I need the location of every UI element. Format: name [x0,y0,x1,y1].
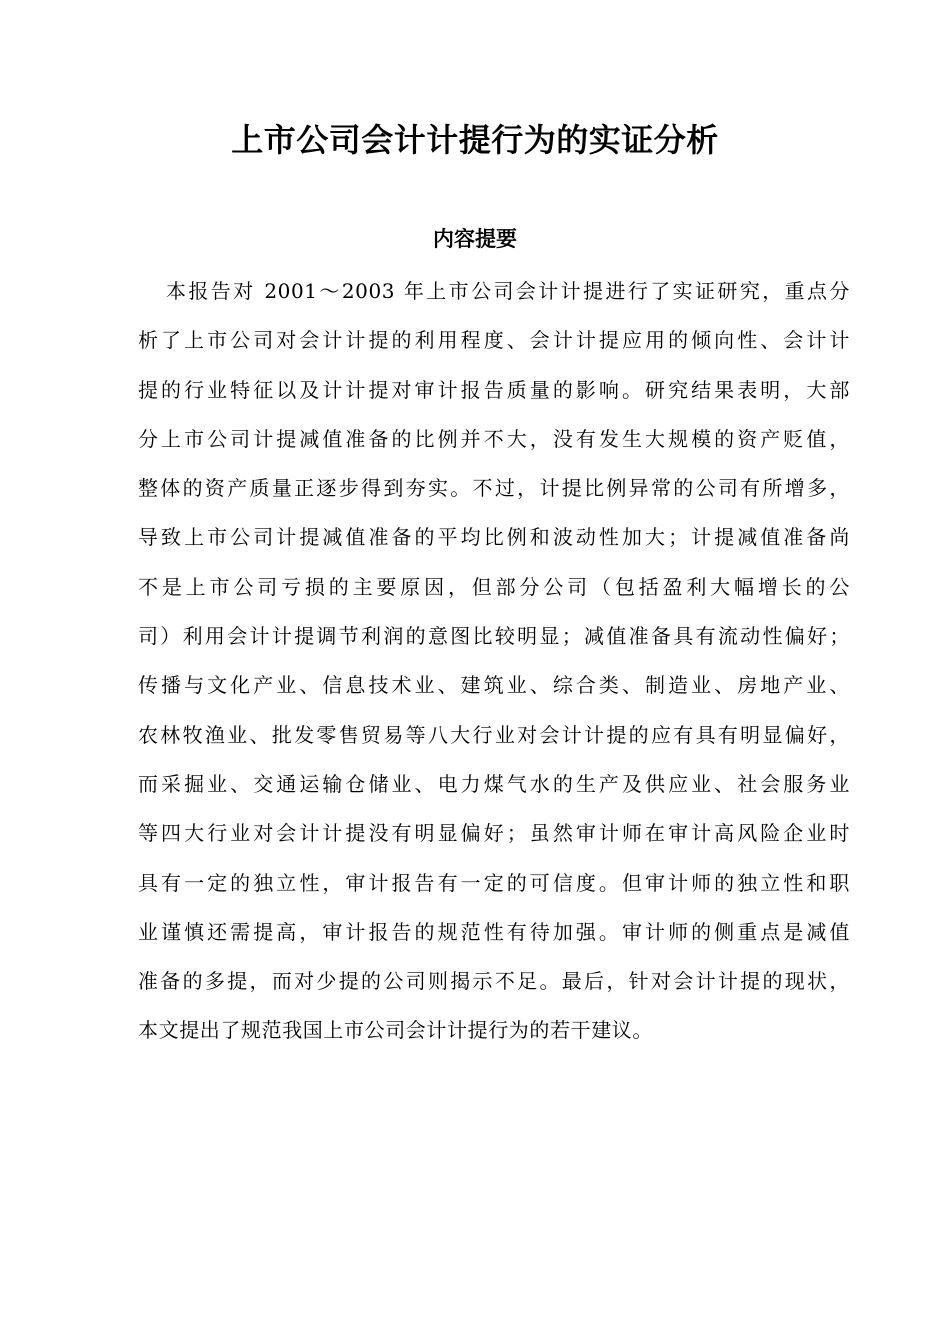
abstract-line: 导致上市公司计提减值准备的平均比例和波动性加大；计提减值准备尚 [138,525,850,550]
abstract-line: 整体的资产质量正逐步得到夯实。不过，计提比例异常的公司有所增多， [138,476,850,501]
abstract-line: 农林牧渔业、批发零售贸易等八大行业对会计计提的应有具有明显偏好， [138,722,850,747]
abstract-line: 业谨慎还需提高，审计报告的规范性有待加强。审计师的侧重点是减值 [138,919,850,944]
abstract-line: 准备的多提，而对少提的公司则揭示不足。最后，针对会计计提的现状， [138,969,850,994]
abstract-line: 析了上市公司对会计计提的利用程度、会计计提应用的倾向性、会计计 [138,328,850,353]
abstract-line: 本文提出了规范我国上市公司会计计提行为的若干建议。 [138,1018,653,1043]
abstract-line: 传播与文化产业、信息技术业、建筑业、综合类、制造业、房地产业、 [138,673,850,698]
abstract-line: 不是上市公司亏损的主要原因，但部分公司（包括盈利大幅增长的公 [138,574,850,599]
abstract-line: 司）利用会计计提调节利润的意图比较明显；减值准备具有流动性偏好； [138,624,850,649]
abstract-line: 提的行业特征以及计计提对审计报告质量的影响。研究结果表明，大部 [138,377,850,402]
abstract-line: 等四大行业对会计计提没有明显偏好；虽然审计师在审计高风险企业时 [138,821,850,846]
abstract-paragraph [138,272,850,1061]
abstract-line: 而采掘业、交通运输仓储业、电力煤气水的生产及供应业、社会服务业 [138,771,850,796]
abstract-line: 分上市公司计提减值准备的比例并不大，没有发生大规模的资产贬值， [138,426,850,451]
section-heading: 内容提要 [433,227,517,251]
abstract-line: 本报告对 2001～2003 年上市公司会计计提进行了实证研究，重点分 [166,279,850,303]
abstract-line: 具有一定的独立性，审计报告有一定的可信度。但审计师的独立性和职 [138,870,850,895]
document-title: 上市公司会计计提行为的实证分析 [231,121,719,159]
